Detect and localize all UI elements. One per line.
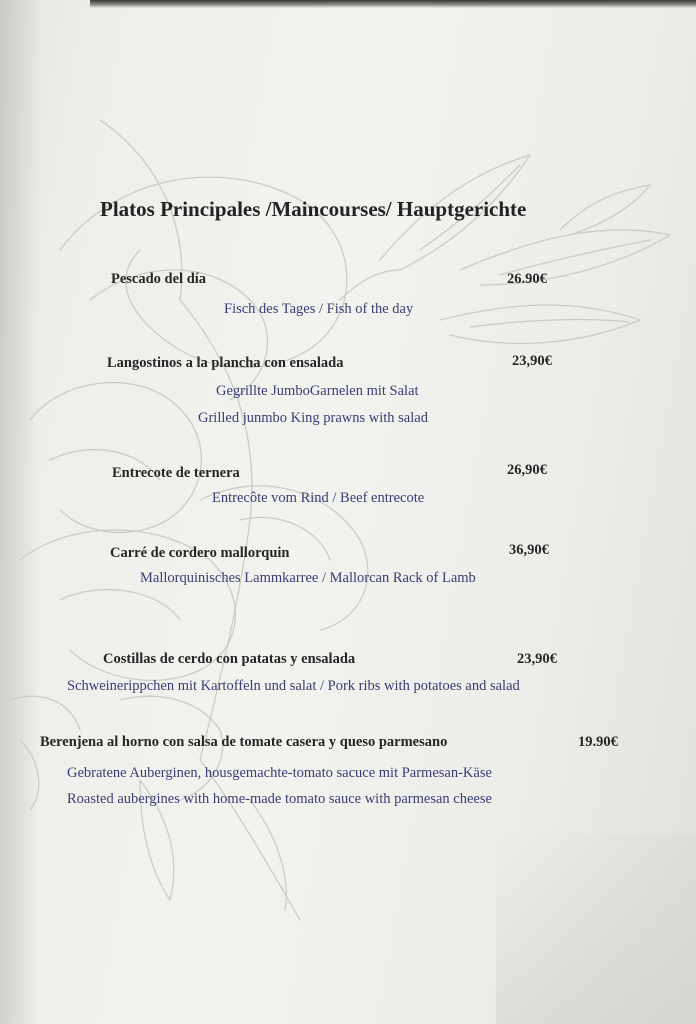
dish-description: Entrecôte vom Rind / Beef entrecote bbox=[212, 490, 425, 506]
dish-name: Pescado del día bbox=[111, 271, 207, 287]
dish-price: 23,90€ bbox=[517, 651, 557, 667]
dish-name: Langostinos a la plancha con ensalada bbox=[107, 355, 344, 371]
page-title: Platos Principales /Maincourses/ Hauptgerichte bbox=[100, 197, 527, 221]
dish-name: Costillas de cerdo con patatas y ensalada bbox=[103, 651, 356, 667]
dish-price: 19.90€ bbox=[578, 734, 618, 750]
dish-price: 23,90€ bbox=[512, 353, 552, 369]
dish-description: Roasted aubergines with home-made tomato sauce with parmesan cheese bbox=[67, 791, 492, 807]
dish-description: Mallorquinisches Lammkarree / Mallorcan Rack of Lamb bbox=[140, 570, 476, 586]
dish-name: Berenjena al horno con salsa de tomate casera y queso parmesano bbox=[40, 734, 448, 750]
dish-description: Fisch des Tages / Fish of the day bbox=[224, 301, 414, 317]
dish-name: Entrecote de ternera bbox=[112, 465, 240, 481]
dish-name: Carré de cordero mallorquin bbox=[110, 545, 290, 561]
dish-price: 26,90€ bbox=[507, 462, 547, 478]
dish-description: Gebratene Auberginen, housgemachte-tomato sacuce mit Parmesan-Käse bbox=[67, 765, 492, 781]
dish-price: 36,90€ bbox=[509, 542, 549, 558]
dish-description: Gegrillte JumboGarnelen mit Salat bbox=[216, 383, 419, 399]
dish-description: Schweinerippchen mit Kartoffeln und salat / Pork ribs with potatoes and salad bbox=[67, 678, 520, 694]
dish-price: 26.90€ bbox=[507, 271, 547, 287]
dish-description: Grilled junmbo King prawns with salad bbox=[198, 410, 428, 426]
